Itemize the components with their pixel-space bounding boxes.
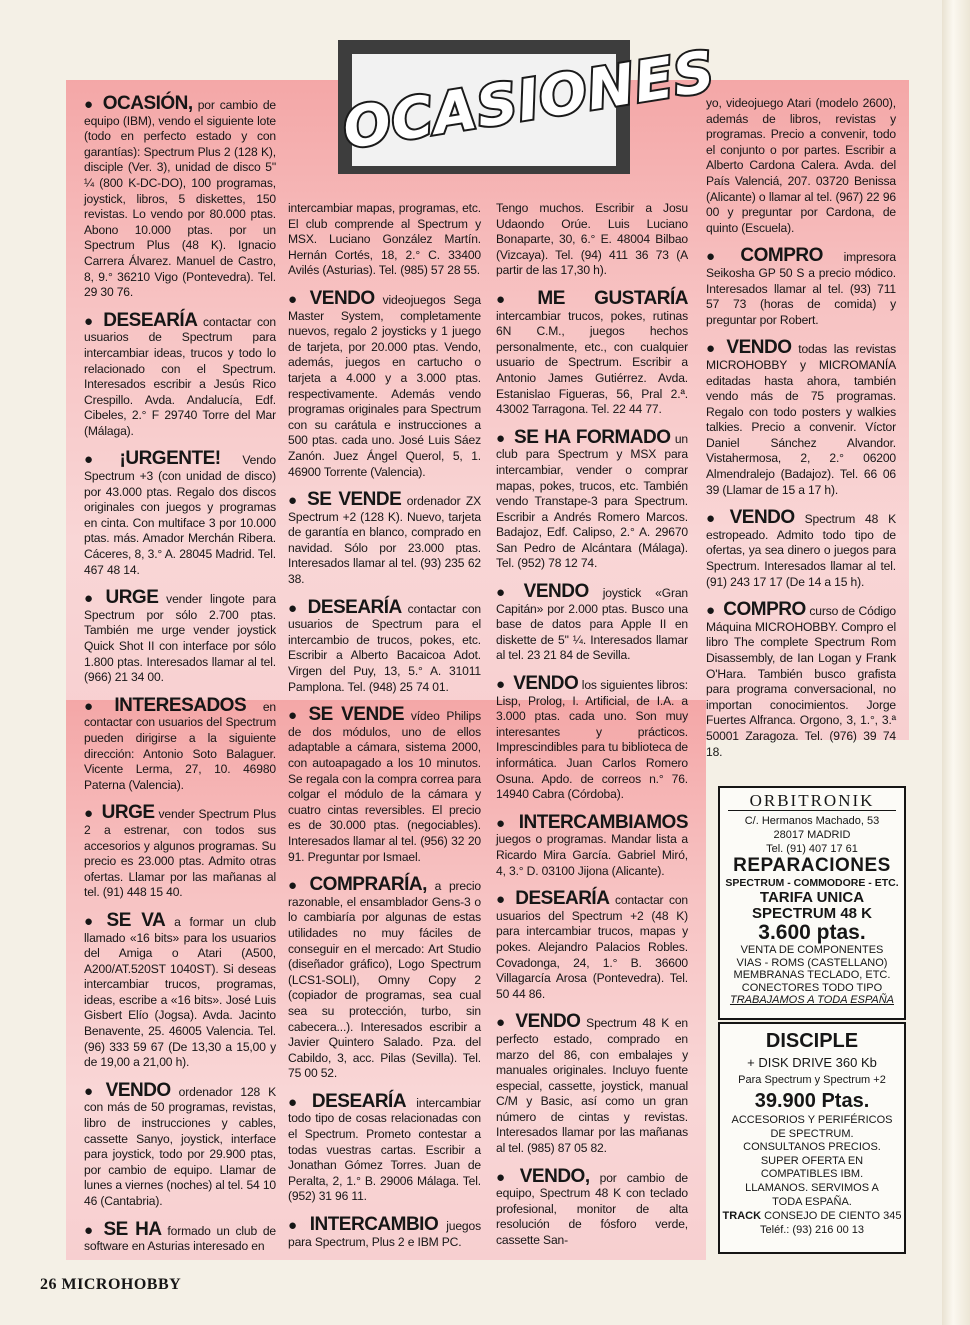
- bullet-icon: ●: [496, 676, 506, 694]
- ad-body: curso de Código Máquina MICROHOBBY. Compro el libro The complete Spectrum Rom Disassembly, de Ian Logan y Frank O'Hara. También busco grafista para programa conversacional, no importan conocimientos. Jorge Fuertes Alfranca. Orgono, 3, 1.°, 3.ª 50001 Zaragoza. Tel. (976) 39 74 18.: [706, 604, 896, 759]
- ad-heading: SE VENDE: [308, 704, 405, 726]
- bullet-icon: ●: [84, 451, 112, 469]
- bullet-icon: ●: [706, 602, 716, 620]
- ad-heading: URGE: [101, 802, 155, 824]
- disciple-line7: TODA ESPAÑA.: [772, 1195, 852, 1208]
- orbitronik-slogan: TRABAJAMOS A TODA ESPAÑA: [729, 994, 895, 1006]
- classified-ad: [496, 888, 688, 1002]
- disciple-line4: SUPER OFERTA EN: [760, 1154, 864, 1167]
- disciple-line2: DE SPECTRUM.: [770, 1127, 854, 1140]
- classified-ad: [84, 694, 276, 794]
- ad-body: un club para Spectrum y MSX para intercambiar, vender o comprar mapas, pokes, trucos, etc. También vendo Transtape-3 para Spectrum. Escribir a Andrés Romero Marcos. Badajoz, Edf. Calipso, 2.° A. 29670 San Pedro de Alcántara (Málaga). Tel. (952) 78 12 74.: [496, 431, 688, 571]
- ad-body: los siguientes libros: Lisp, Prolog, I. Artificial, de I.A. a 3.000 ptas. cada uno. Son muy interesantes y prácticos. Imprescindibles para tu biblioteca de informática. Juan Carlos Romero Osuna. Apdo. de correos n.° 76. 14940 Cabra (Córdoba).: [496, 678, 688, 802]
- ad-heading: VENDO: [729, 507, 795, 529]
- ad-heading: DESEARÍA: [515, 888, 610, 910]
- classified-ad: [288, 874, 481, 1082]
- classified-ad: [84, 909, 276, 1071]
- ad-body: Spectrum 48 K en perfecto estado, comprado en marzo del 86, con embalajes y manuales originales. Incluyo fuente especial, cassette, joystick, manual C/M y Basic, así como un gran número de cintas y revistas. Interesados llamar por las mañanas al tel. (985) 87 05 82.: [496, 1016, 688, 1156]
- classified-ad: [496, 1165, 688, 1249]
- classified-ad: [288, 704, 481, 865]
- orbitronik-line3: MEMBRANAS TECLADO, ETC.: [733, 969, 891, 981]
- ad-body: a formar un club llamado «16 bits» para los usuarios del Amiga o Atari (A500, A200/AT.520ST 1040ST). Si deseas intercambiar trucos, programas, ideas, escribe a «16 bits». José Luis Gisbert Elío (Jogsa). Avda. Jacinto Benavente, 25. 46005 Valencia. Tel. (96) 333 59 67 (De 13,30 a 15,00 y de 19,00 a 21,00 h).: [84, 914, 276, 1070]
- orbitronik-street: C/. Hermanos Machado, 53: [744, 815, 880, 827]
- ad-body: ordenador 128 K con más de 50 programas, revistas, libro de instrucciones y cables, cassette Sanyo, joystick, interface para joystick, todo por 29.900 ptas, por cambio de equipo. Llamar de lunes a viernes (noches) al tel. 54 10 46 (Cantabria).: [84, 1084, 276, 1208]
- ad-body: yo, videojuego Atari (modelo 2600), además de libros, revistas y programas. Precio a convenir, todo el conjunto o por partes. Escribir a Alberto Cardona Calera. Avda. del País Valenciá, 207. 03720 Benissa (Alicante) o llamar al tel. (967) 22 96 00 y preguntar por Cardona, de quinto (Escuela).: [706, 96, 896, 235]
- disciple-price: 39.900 Ptas.: [754, 1090, 870, 1112]
- ad-heading: COMPRARÍA,: [309, 874, 427, 896]
- disciple-title: DISCIPLE: [765, 1030, 859, 1052]
- ad-body: formado un club de software en Asturias interesado en: [84, 1223, 276, 1254]
- classified-ad: [84, 1218, 276, 1255]
- ad-body: todas las revistas MICROHOBBY y MICROMANÍA editadas hasta ahora, también vendo más de 75 programas. Regalo con todo posters y walkies talkies. Precio a convenir. Víctor Daniel Sánchez Alvandor. Vistahermosa, 2, 2.° 06200 Almendralejo (Badajoz). Tel. 66 06 39 (Llamar de 15 a 17 h).: [706, 342, 896, 497]
- bullet-icon: ●: [84, 697, 107, 715]
- column-4: [706, 96, 896, 772]
- classified-ad: [496, 201, 688, 279]
- ad-heading: OCASIÓN,: [102, 93, 193, 114]
- classified-ad: [288, 287, 481, 480]
- ad-body: joystick «Gran Capitán» por 2.000 ptas. Busco una base de datos para Apple II en diskette de 5" ¼. Interesados llamar al tel. 23 21 84 de Sevilla.: [496, 586, 688, 663]
- classified-ad: [84, 309, 276, 440]
- page-footer: [40, 1276, 181, 1294]
- track-address: CONSEJO DE CIENTO 345: [764, 1210, 902, 1223]
- ad-body: vídeo Philips de dos módulos, uno de ellos adaptable a cámara, sistema 2000, con autoapagado a los 10 minutos. Se regala con la compra correa para colgar el módulo de la cámara y cuatro cintas reversibles. El precio es de 30.000 ptas. (negociables). Interesados llamar al tel. (956) 32 20 91. Preguntar por Ismael.: [288, 709, 481, 864]
- disciple-line1: ACCESORIOS Y PERIFÉRICOS: [731, 1114, 893, 1126]
- disciple-track: [720, 1209, 904, 1223]
- classified-ad: [84, 93, 276, 301]
- ad-heading: INTERESADOS: [114, 694, 247, 716]
- classified-ad: [288, 596, 481, 696]
- ad-heading: VENDO: [523, 581, 589, 603]
- orbitronik-ad: [718, 786, 906, 1020]
- bullet-icon: ●: [288, 599, 300, 617]
- orbitronik-price: 3.600 ptas.: [758, 921, 866, 944]
- disciple-line6: LLAMANOS. SERVIMOS A: [745, 1181, 879, 1194]
- ad-heading: VENDO: [515, 1011, 581, 1033]
- disciple-drive: + DISK DRIVE 360 Kb: [747, 1055, 877, 1070]
- classified-ad: [706, 507, 896, 590]
- page-edge: [942, 0, 970, 1325]
- bullet-icon: ●: [496, 891, 508, 909]
- ad-body: impresora Seikosha GP 50 S a precio módico. Interesados llamar al tel. (93) 711 57 73 (horas de comida) y preguntar por Robert.: [706, 250, 896, 327]
- bullet-icon: ●: [706, 510, 722, 528]
- classified-ad: [288, 1214, 481, 1250]
- classified-ad: [288, 489, 481, 588]
- ad-body: intercambiar trucos, pokes, rutinas 6N C.M., juegos hechos personalmente, etc., con cualquier usuario de Spectrum. Escribir a Antonio James Gutiérrez. Avda. Estanislao Figueras, 56, Pral 2.ª. 43002 Tarragona. Tel. 22 44 77.: [496, 308, 688, 417]
- disciple-line5: COMPATIBLES IBM.: [760, 1168, 864, 1181]
- ad-heading: SE HA: [103, 1218, 162, 1240]
- orbitronik-name: ORBITRONIK: [728, 792, 896, 811]
- ad-body: intercambiar mapas, programas, etc. El club comprende al Spectrum y MSX. Luciano González Martín. Hernán Cortés, 18, 2.° C. 33400 Avilés (Asturias). Tel. (985) 57 28 55.: [288, 201, 481, 278]
- classified-ad: [288, 1090, 481, 1205]
- disciple-compat: Para Spectrum y Spectrum +2: [738, 1074, 886, 1086]
- track-label: TRACK: [722, 1210, 762, 1223]
- bullet-icon: ●: [288, 877, 302, 895]
- orbitronik-phone: Tel. (91) 407 17 61: [766, 843, 858, 855]
- bullet-icon: ●: [706, 248, 733, 266]
- bullet-icon: ●: [84, 912, 99, 930]
- ad-body: intercambiar todo tipo de cosas relacionadas con el Spectrum. Prometo contestar a todas vuestras cartas. Escribir a Jonathan Gómez Torres. Juan de Peralta, 2, 1.° B. 29006 Málaga. Tel. (952) 31 96 11.: [288, 1095, 481, 1204]
- track-phone: Teléf.: (93) 216 00 13: [760, 1224, 864, 1237]
- ad-body: juegos o programas. Mandar lista a Ricardo Mira García. Gabriel Miró, 4, 3.° D. 03100 Jijona (Alicante).: [496, 832, 688, 878]
- ad-heading: DESEARÍA: [307, 596, 402, 618]
- ad-heading: SE HA FORMADO: [514, 426, 671, 448]
- ad-body: ordenador ZX Spectrum +2 (128 K). Nuevo, tarjeta de garantía en blanco, comprado en navidad. Sólo por 23.000 ptas. Interesados llamar al tel. (93) 235 62 38.: [288, 494, 481, 587]
- bullet-icon: ●: [84, 1082, 98, 1100]
- orbitronik-line4: CONECTORES TODO TIPO: [741, 981, 883, 994]
- orbitronik-city: 28017 MADRID: [773, 829, 851, 841]
- ad-heading: DESEARÍA: [103, 309, 198, 331]
- disciple-line3: CONSULTANOS PRECIOS.: [743, 1141, 881, 1154]
- bullet-icon: ●: [84, 96, 95, 113]
- orbitronik-tariff: TARIFA UNICA: [759, 889, 865, 906]
- classified-ad: [496, 581, 688, 664]
- classified-ad: [706, 337, 896, 498]
- ad-body: contactar con usuarios de Spectrum para intercambiar ideas, trucos y todo lo relacionado con el Spectrum. Interesados escribir a Jesús Rico Crespillo. Avda. Andalucía, Edf. Cibeles, 2.° F 29740 Torre del Mar (Málaga).: [84, 314, 276, 438]
- bullet-icon: ●: [496, 584, 516, 602]
- bullet-icon: ●: [84, 1221, 96, 1239]
- classified-ad: [496, 426, 688, 572]
- ad-heading: SE VENDE: [307, 489, 402, 511]
- ad-body: por cambio de equipo, Spectrum 48 K con teclado profesional, monitor de alta resolución de fósforo verde, cassette San-: [496, 1170, 688, 1248]
- ad-heading: SE VA: [106, 909, 166, 931]
- ad-heading: VENDO: [513, 673, 579, 695]
- ad-body: juegos para Spectrum, Plus 2 e IBM PC.: [288, 1219, 481, 1249]
- ad-body: vender lingote para Spectrum por sólo 2.700 ptas. También me urge vender joystick Quick Shot II con interface por sólo 1.800 ptas. Interesados llamar al tel. (966) 21 34 00.: [84, 592, 276, 685]
- orbitronik-line1: VENTA DE COMPONENTES: [740, 944, 884, 956]
- classified-ad: [496, 673, 688, 803]
- disciple-ad: [718, 1022, 906, 1254]
- bullet-icon: ●: [288, 290, 302, 308]
- bullet-icon: ●: [84, 805, 94, 823]
- orbitronik-line2: VIAS - ROMS (CASTELLANO): [736, 956, 888, 969]
- ad-heading: VENDO: [726, 337, 792, 359]
- ad-heading: ¡URGENTE!: [119, 448, 221, 470]
- bullet-icon: ●: [288, 1217, 302, 1235]
- classified-ad: [288, 201, 481, 279]
- ad-heading: COMPRO: [723, 599, 806, 621]
- classified-ad: [496, 811, 688, 879]
- orbitronik-repair: REPARACIONES: [733, 855, 891, 876]
- bullet-icon: ●: [706, 340, 719, 358]
- classified-ad: [84, 448, 276, 578]
- bullet-icon: ●: [288, 492, 300, 510]
- classified-ad: [706, 599, 896, 760]
- bullet-icon: ●: [496, 290, 530, 308]
- ad-body: a precio razonable, el ensamblador Gens-3 o lo cambiaría por algunas de estas utilidades no muy fáciles de conseguir en el mercado: Art Studio (diseñador gráfico), Logo Spectrum (LCS1-SOLI), Omny Copy 2 (copiador de programas, sea cual sea su protección, turbo, sin cabecera...). Interesados escribir a Javier Quintero Salado. Pza. del Cabildo, 3, acc. Pilas (Sevilla). Tel. 75 00 52.: [288, 879, 481, 1081]
- classified-ad: [706, 96, 896, 236]
- ad-heading: INTERCAMBIO: [309, 1214, 439, 1236]
- orbitronik-brands: SPECTRUM - COMMODORE - ETC.: [725, 877, 899, 889]
- classified-ad: [84, 587, 276, 686]
- bullet-icon: ●: [84, 590, 98, 608]
- section-title: OCASIONES: [338, 39, 720, 163]
- column-3: [496, 201, 688, 1261]
- classified-ad: [706, 245, 896, 328]
- bullet-icon: ●: [84, 312, 96, 330]
- page-number: 26: [40, 1276, 57, 1293]
- ad-body: contactar con usuarios del Spectrum +2 (48 K) para intercambiar trucos, mapas y pokes. Alejandro Palacios Robles. Covadonga, 24, 1.° B. 36600 Villagarcía Arosa (Pontevedra). Tel. 50 44 86.: [496, 893, 688, 1001]
- ad-heading: DESEARÍA: [311, 1090, 407, 1112]
- ad-heading: VENDO: [309, 287, 375, 309]
- column-2: [288, 201, 481, 1262]
- bullet-icon: ●: [496, 814, 511, 832]
- ad-heading: URGE: [105, 587, 159, 609]
- bullet-icon: ●: [496, 1168, 512, 1186]
- column-1: [84, 93, 276, 1267]
- ad-body: videojuegos Sega Master System, completamente nuevos, regalo 2 joysticks y 1 juego de tarjeta, por 20.000 ptas. Vendo, además, juegos en cartucho o tarjeta a 4.000 y a 3.000 ptas. respectivamente. Además vendo programas originales para Spectrum con su carátula e instrucciones a 500 ptas. cada uno. José Luis Sáez Zanón. Juez Ángel Querol, 5, 1. 46900 Torrente (Valencia).: [288, 292, 481, 479]
- classified-ad: [496, 287, 688, 418]
- bullet-icon: ●: [288, 1093, 304, 1111]
- orbitronik-model: SPECTRUM 48 K: [751, 905, 873, 922]
- magazine-name: MICROHOBBY: [61, 1276, 182, 1293]
- ad-body: Tengo muchos. Escribir a Josu Udaondo Orúe. Luis Luciano Bonaparte, 30, 6.° E. 48004 Bilbao (Vizcaya). Tel. (94) 411 36 73 (A partir de las 17,30 h).: [496, 201, 688, 278]
- classified-ad: [84, 802, 276, 901]
- classified-ad: [84, 1079, 276, 1210]
- ad-heading: COMPRO: [740, 245, 823, 267]
- ad-heading: ME GUSTARÍA: [537, 287, 688, 309]
- bullet-icon: ●: [496, 429, 507, 447]
- bullet-icon: ●: [496, 1014, 508, 1032]
- ad-body: Vendo Spectrum +3 (con unidad de disco) por 43.000 ptas. Regalo dos discos originales con juegos y programas en cinta. Con multiface 3 por 10.000 ptas. más. Amador Merchán Ribera. Cáceres, 8, 3.° A. 28045 Madrid. Tel. 467 48 14.: [84, 453, 276, 577]
- ad-heading: INTERCAMBIAMOS: [518, 811, 688, 833]
- ad-body: en contactar con usuarios del Spectrum pueden dirigirse a la siguiente dirección: Antonio Soto Balaguer. Vicente Lerma, 27, 10. 46980 Paterna (Valencia).: [84, 699, 276, 792]
- ad-body: Spectrum 48 K estropeado. Admito todo tipo de ofertas, ya sea dinero o juegos para Spectrum. Interesados llamar al tel. (91) 243 17 17 (De 14 a 15 h).: [706, 512, 896, 589]
- ad-body: por cambio de equipo (IBM), vendo el siguiente lote (todo en perfecto estado y con garantías): Spectrum Plus 2 (128 K), disciple (Ver. 3), unidad de disco 5" ¼ (800 K-DC-DO), 100 programas, joystick, libros, 5 diskettes, 150 revistas. Lo vendo por 80.000 ptas. Abono 10.000 ptas. por un Spectrum Plus (48 K). Ignacio Carrera Álvarez. Manuel de Castro, 8, 9.° 36210 Vigo (Pontevedra). Tel. 29 30 76.: [84, 98, 276, 300]
- bullet-icon: ●: [288, 707, 301, 725]
- ad-body: vender Spectrum Plus 2 a estrenar, con todos sus accesorios y algunos programas. Su precio es 23.000 ptas. Admito otras ofertas. Llamar por las mañanas al tel. (91) 448 15 40.: [84, 807, 276, 900]
- ad-heading: VENDO: [105, 1079, 171, 1101]
- ad-heading: VENDO,: [519, 1165, 590, 1187]
- classified-ad: [496, 1011, 688, 1156]
- ad-body: contactar con usuarios de Spectrum para el intercambio de trucos, pokes, etc. Escribir a Alberto Bacaicoa Adot. Virgen del Puy, 13, 5.° A. 31011 Pamplona. Tel. (948) 25 74 01.: [288, 601, 481, 694]
